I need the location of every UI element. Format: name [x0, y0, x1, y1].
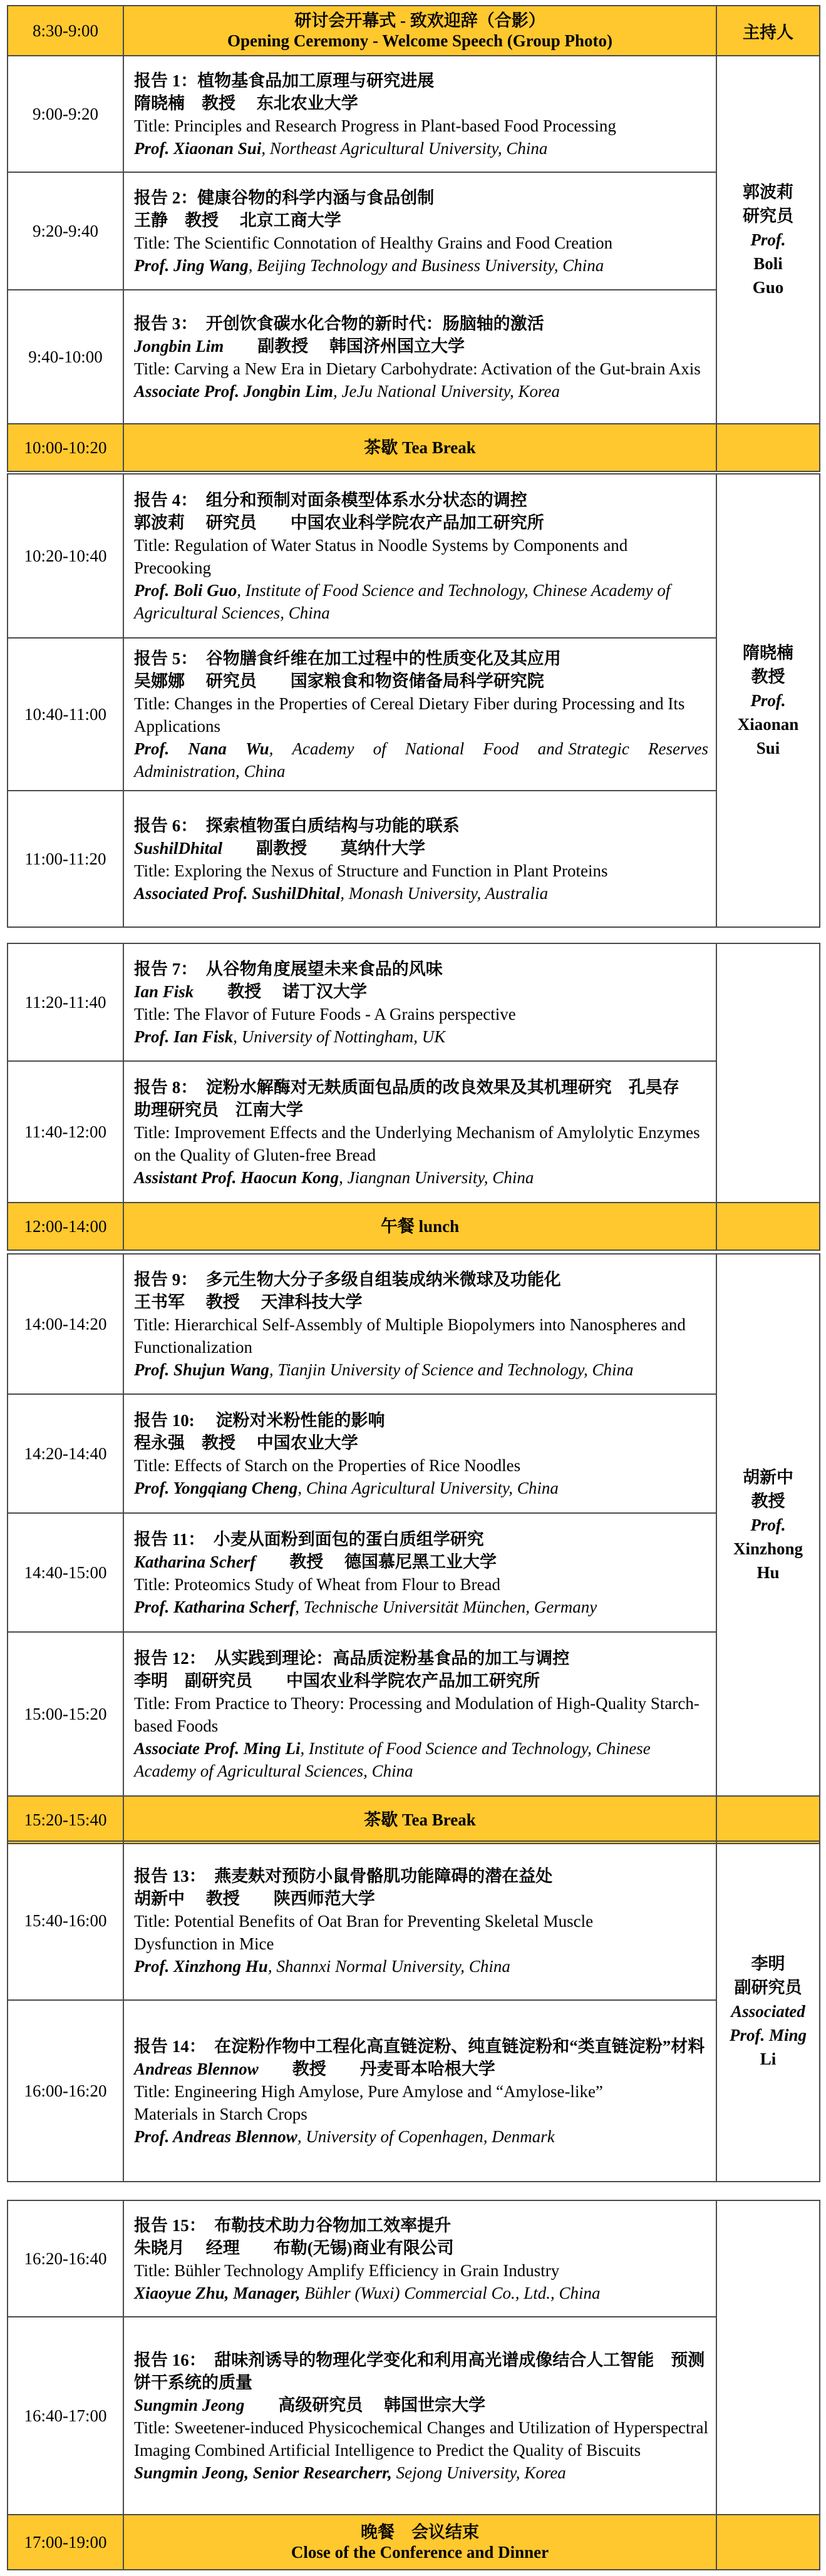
talk-title-zh: 报告 7： 从谷物角度展望未来食品的风味 — [134, 960, 443, 978]
talk-title-en: Title: Proteomics Study of Wheat from Flour to Bread — [134, 1575, 500, 1594]
host-cell — [716, 474, 820, 927]
speaker-affiliation: , University of Nottingham, UK — [233, 1027, 446, 1046]
speaker-name-en: Prof. Andreas Blennow — [134, 2127, 297, 2146]
talk-title-zh: 报告 9： 多元生物大分子多级自组装成纳米微球及功能化 — [134, 1270, 561, 1289]
talk-title-zh: 报告 1：植物基食品加工原理与研究进展 — [134, 71, 435, 90]
talk-row — [8, 474, 820, 638]
break-label: 茶歇 Tea Break — [123, 424, 716, 471]
time-cell: 16:40-17:00 — [8, 2317, 123, 2515]
talk-cell — [123, 1841, 716, 2000]
talk-title-zh: 报告 14： 在淀粉作物中工程化高直链淀粉、纯直链淀粉和“类直链淀粉”材料 — [134, 2037, 705, 2056]
talk-title-zh: 报告 2：健康谷物的科学内涵与食品创制 — [134, 188, 435, 207]
host-cell — [716, 1841, 820, 2182]
talk-title-zh: 报告 10: 淀粉对米粉性能的影响 — [134, 1411, 385, 1430]
speaker-affiliation: , Institute of Food Science and Technology, Chinese Academy of Agricultural Sciences, China — [134, 1739, 651, 1780]
talk-row — [8, 2317, 820, 2515]
talk-title-en: Title: Sweetener-induced Physicochemical Changes and Utilization of Hyperspectral Imaging Combined Artificial Intelligence to Predict the Quality of Biscuits — [134, 2418, 708, 2460]
time-cell: 10:40-11:00 — [8, 638, 123, 791]
speaker-affiliation: , JeJu National University, Korea — [333, 382, 560, 401]
talk-row — [8, 1513, 820, 1632]
break-row — [8, 1203, 820, 1250]
time-cell: 14:00-14:20 — [8, 1254, 123, 1394]
empty-cell — [716, 2515, 820, 2570]
talk-speaker-zh: 教授 丹麦哥本哈根大学 — [258, 2060, 495, 2078]
host-title-en: Prof. — [750, 691, 786, 710]
host-name-en: Xiaonan — [737, 715, 799, 734]
talk-title-en: Title: Improvement Effects and the Underlying Mechanism of Amylolytic Enzymes on the Quality of Gluten-free Bread — [134, 1123, 700, 1164]
host-name-en: Prof. Ming — [729, 2026, 807, 2045]
schedule-table-3 — [7, 943, 820, 1251]
talk-speaker-zh: 副教授 韩国济州国立大学 — [224, 337, 465, 356]
time-cell: 16:00-16:20 — [8, 2000, 123, 2182]
talk-title-zh: 报告 16： 甜味剂诱导的物理化学变化和利用高光谱成像结合人工智能 预测饼干系统的质量 — [134, 2351, 705, 2392]
talk-title-en: Title: Changes in the Properties of Cereal Dietary Fiber during Processing and Its Applications — [134, 694, 685, 736]
talk-cell — [123, 638, 716, 791]
speaker-affiliation: , China Agricultural University, China — [297, 1479, 559, 1497]
speaker-affiliation: , Shannxi Normal University, China — [267, 1957, 510, 1976]
talk-speaker-zh: 郭波莉 研究员 中国农业科学院农产品加工研究所 — [134, 513, 544, 532]
talk-title-en: Title: Principles and Research Progress in Plant-based Food Processing — [134, 116, 616, 135]
host-surname-en: Hu — [756, 1563, 780, 1582]
talk-cell — [123, 2200, 716, 2317]
talk-cell — [123, 943, 716, 1061]
talk-title-en: Title: Engineering High Amylose, Pure Amylose and “Amylose-like” — [134, 2082, 603, 2101]
speaker-name-en: Prof. Xinzhong Hu — [134, 1957, 268, 1976]
time-cell: 14:40-15:00 — [8, 1513, 123, 1632]
talk-row — [8, 1061, 820, 1203]
talk-title-zh: 报告 13： 燕麦麸对预防小鼠骨骼肌功能障碍的潜在益处 — [134, 1867, 553, 1886]
speaker-affiliation: Bühler (Wuxi) Commercial Co., Ltd., China — [300, 2284, 601, 2302]
talk-cell — [123, 1394, 716, 1513]
talk-title-en: Title: Hierarchical Self-Assembly of Multiple Biopolymers into Nanospheres and Functionalization — [134, 1315, 686, 1357]
host-title-zh: 教授 — [751, 667, 785, 686]
speaker-name-latin: SushilDhital — [134, 839, 223, 858]
host-surname-en: Guo — [752, 278, 784, 297]
talk-title-en-cont: Dysfunction in Mice — [134, 1934, 274, 1953]
talk-row — [8, 1254, 820, 1394]
break-row — [8, 1796, 820, 1844]
speaker-affiliation: , Monash University, Australia — [340, 884, 549, 903]
talk-cell — [123, 791, 716, 927]
talk-title-en: Title: Regulation of Water Status in Noodle Systems by Components and Precooking — [134, 536, 628, 577]
empty-cell — [716, 1796, 820, 1844]
time-cell: 9:00-9:20 — [8, 56, 123, 172]
host-surname-en: Li — [760, 2050, 777, 2068]
time-cell: 17:00-19:00 — [8, 2515, 123, 2570]
speaker-name-en: Prof. Shujun Wang — [134, 1360, 269, 1379]
talk-title-zh: 报告 5： 谷物膳食纤维在加工过程中的性质变化及其应用 — [134, 649, 561, 668]
speaker-name-latin: Andreas Blennow — [134, 2060, 259, 2078]
time-cell: 11:40-12:00 — [8, 1061, 123, 1203]
opening-title-zh: 研讨会开幕式 - 致欢迎辞（合影） — [294, 11, 545, 30]
opening-banner — [123, 6, 716, 56]
speaker-name-en: Prof. Nana Wu — [134, 739, 269, 758]
talk-title-en-cont: Materials in Starch Crops — [134, 2105, 307, 2123]
talk-speaker-zh: 王静 教授 北京工商大学 — [134, 211, 341, 230]
empty-cell — [716, 424, 820, 471]
talk-cell — [123, 1254, 716, 1394]
time-cell: 10:20-10:40 — [8, 474, 123, 638]
time-cell: 8:30-9:00 — [8, 6, 123, 56]
talk-cell — [123, 1061, 716, 1203]
speaker-name-en: Assistant Prof. Haocun Kong — [134, 1168, 339, 1187]
host-name-en: Boli — [753, 254, 783, 273]
talk-title-en: Title: Effects of Starch on the Properties of Rice Noodles — [134, 1456, 521, 1475]
talk-speaker-zh: 副教授 莫纳什大学 — [222, 839, 426, 858]
talk-row — [8, 1841, 820, 2000]
talk-cell — [123, 1513, 716, 1632]
talk-speaker-zh: 朱晓月 经理 布勒(无锡)商业有限公司 — [134, 2239, 454, 2257]
talk-speaker-zh: 胡新中 教授 陕西师范大学 — [134, 1889, 375, 1908]
host-cell — [716, 1254, 820, 1796]
talk-title-zh: 报告 15： 布勒技术助力谷物加工效率提升 — [134, 2216, 452, 2235]
speaker-name-en: Prof. Katharina Scherf — [134, 1598, 296, 1616]
talk-cell — [123, 2000, 716, 2182]
host-name-zh: 隋晓楠 — [743, 644, 793, 662]
host-title-en: Associated — [731, 2002, 805, 2021]
speaker-affiliation: , Institute of Food Science and Technology, Chinese Academy of Agricultural Sciences, China — [134, 581, 671, 622]
schedule-table-1 — [7, 5, 820, 472]
speaker-affiliation: , Academy of National Food and Strategic Reserves Administration, China — [134, 739, 708, 781]
talk-row — [8, 943, 820, 1061]
host-title-zh: 副研究员 — [734, 1978, 802, 1997]
talk-title-en: Title: From Practice to Theory: Processing and Modulation of High-Quality Starch-based Foods — [134, 1694, 700, 1735]
host-name-en: Xinzhong — [733, 1539, 803, 1558]
schedule-table-5 — [7, 1840, 820, 2182]
time-cell: 11:20-11:40 — [8, 943, 123, 1061]
speaker-name-latin: Ian Fisk — [134, 982, 194, 1001]
speaker-affiliation: , Beijing Technology and Business University, China — [248, 256, 604, 275]
time-cell: 9:40-10:00 — [8, 290, 123, 424]
speaker-affiliation: , Tianjin University of Science and Technology, China — [269, 1360, 634, 1379]
speaker-name-en: Sungmin Jeong, Senior Researcherr, — [134, 2463, 392, 2482]
speaker-name-en: Associate Prof. Jongbin Lim — [134, 382, 334, 401]
time-cell: 10:00-10:20 — [8, 424, 123, 471]
speaker-name-en: Prof. Yongqiang Cheng — [134, 1479, 298, 1497]
talk-title-en: Title: Bühler Technology Amplify Efficiency in Grain Industry — [134, 2261, 560, 2280]
talk-title-en: Title: Carving a New Era in Dietary Carbohydrate: Activation of the Gut-brain Axis — [134, 359, 701, 378]
time-cell: 15:20-15:40 — [8, 1796, 123, 1844]
host-name-zh: 胡新中 — [743, 1468, 793, 1487]
time-cell: 12:00-14:00 — [8, 1203, 123, 1250]
talk-speaker-zh: 教授 德国慕尼黑工业大学 — [256, 1552, 497, 1571]
speaker-name-latin: Katharina Scherf — [134, 1552, 256, 1571]
closing-banner — [123, 2515, 716, 2570]
speaker-name-en: Associate Prof. Ming Li — [134, 1739, 301, 1758]
talk-title-en: Title: Exploring the Nexus of Structure and Function in Plant Proteins — [134, 861, 608, 880]
talk-speaker-zh: 高级研究员 韩国世宗大学 — [244, 2396, 486, 2414]
empty-cell — [716, 1203, 820, 1250]
speaker-name-en: Prof. Xiaonan Sui — [134, 139, 262, 158]
talk-speaker-zh: 李明 副研究员 中国农业科学院农产品加工研究所 — [134, 1671, 540, 1690]
speaker-name-latin: Jongbin Lim — [134, 337, 224, 356]
speaker-affiliation: Sejong University, Korea — [391, 2463, 566, 2482]
host-title-en: Prof. — [750, 1516, 786, 1534]
empty-host-cell — [716, 2200, 820, 2515]
schedule-table-2 — [7, 473, 820, 928]
talk-row — [8, 1632, 820, 1796]
break-label: 午餐 lunch — [123, 1203, 716, 1250]
talk-speaker-zh: 吴娜娜 研究员 国家粮食和物资储备局科学研究院 — [134, 672, 544, 690]
host-title-zh: 教授 — [751, 1492, 785, 1511]
talk-speaker-zh: 王书军 教授 天津科技大学 — [134, 1293, 363, 1311]
break-row — [8, 424, 820, 471]
talk-row — [8, 2000, 820, 2182]
time-cell: 9:20-9:40 — [8, 172, 123, 290]
talk-title-zh: 报告 4： 组分和预制对面条模型体系水分状态的调控 — [134, 491, 527, 510]
talk-row — [8, 290, 820, 424]
speaker-name-en: Prof. Ian Fisk — [134, 1027, 234, 1046]
talk-cell — [123, 1632, 716, 1796]
speaker-name-latin: Sungmin Jeong — [134, 2396, 245, 2414]
talk-row — [8, 1394, 820, 1513]
talk-title-zh: 报告 6： 探索植物蛋白质结构与功能的联系 — [134, 816, 460, 835]
host-name-zh: 郭波莉 — [743, 183, 793, 202]
time-cell: 15:00-15:20 — [8, 1632, 123, 1796]
speaker-name-en: Associated Prof. SushilDhital — [134, 884, 341, 903]
host-name-zh: 李明 — [751, 1954, 785, 1973]
talk-title-en: Title: The Flavor of Future Foods - A Grains perspective — [134, 1005, 516, 1024]
talk-cell — [123, 290, 716, 424]
speaker-affiliation: , University of Copenhagen, Denmark — [297, 2127, 555, 2146]
talk-speaker-zh: 隋晓楠 教授 东北农业大学 — [134, 94, 358, 113]
talk-title-zh: 报告 3： 开创饮食碳水化合物的新时代：肠脑轴的激活 — [134, 314, 544, 333]
talk-title-zh: 报告 12： 从实践到理论：高品质淀粉基食品的加工与调控 — [134, 1649, 570, 1668]
host-header: 主持人 — [716, 6, 820, 56]
closing-title-en: Close of the Conference and Dinner — [291, 2543, 549, 2562]
speaker-affiliation: , Northeast Agricultural University, China — [261, 139, 548, 158]
closing-row — [8, 2515, 820, 2570]
time-cell: 16:20-16:40 — [8, 2200, 123, 2317]
schedule-table-4 — [7, 1253, 820, 1844]
opening-title-en: Opening Ceremony - Welcome Speech (Group Photo) — [227, 31, 612, 50]
talk-title-zh: 报告 8： 淀粉水解酶对无麸质面包品质的改良效果及其机理研究 孔昊存 助理研究员 江南大学 — [134, 1078, 701, 1119]
break-label: 茶歇 Tea Break — [123, 1796, 716, 1844]
talk-cell — [123, 56, 716, 172]
talk-row — [8, 56, 820, 172]
speaker-affiliation: , Technische Universität München, Germany — [295, 1598, 597, 1616]
talk-row — [8, 638, 820, 791]
time-cell: 14:20-14:40 — [8, 1394, 123, 1513]
host-surname-en: Sui — [756, 739, 780, 757]
talk-cell — [123, 474, 716, 638]
time-cell: 11:00-11:20 — [8, 791, 123, 927]
talk-row — [8, 172, 820, 290]
talk-title-en: Title: Potential Benefits of Oat Bran for Preventing Skeletal Muscle — [134, 1912, 594, 1931]
time-cell: 15:40-16:00 — [8, 1841, 123, 2000]
talk-cell — [123, 2317, 716, 2515]
closing-title-zh: 晚餐 会议结束 — [361, 2523, 479, 2542]
speaker-name-en: Xiaoyue Zhu, Manager, — [134, 2284, 301, 2302]
speaker-affiliation: , Jiangnan University, China — [339, 1168, 534, 1187]
talk-title-zh: 报告 11： 小麦从面粉到面包的蛋白质组学研究 — [134, 1530, 484, 1549]
empty-host-cell — [716, 943, 820, 1203]
host-cell — [716, 56, 820, 424]
talk-speaker-zh: 程永强 教授 中国农业大学 — [134, 1434, 358, 1452]
talk-speaker-zh: 教授 诺丁汉大学 — [194, 982, 368, 1001]
opening-row — [8, 6, 820, 56]
schedule-table-6 — [7, 2200, 820, 2570]
host-title-zh: 研究员 — [743, 207, 793, 225]
talk-row — [8, 791, 820, 927]
speaker-name-en: Prof. Jing Wang — [134, 256, 249, 275]
talk-cell — [123, 172, 716, 290]
talk-row — [8, 2200, 820, 2317]
talk-title-en: Title: The Scientific Connotation of Healthy Grains and Food Creation — [134, 233, 613, 252]
host-title-en: Prof. — [750, 230, 786, 249]
speaker-name-en: Prof. Boli Guo — [134, 581, 237, 600]
